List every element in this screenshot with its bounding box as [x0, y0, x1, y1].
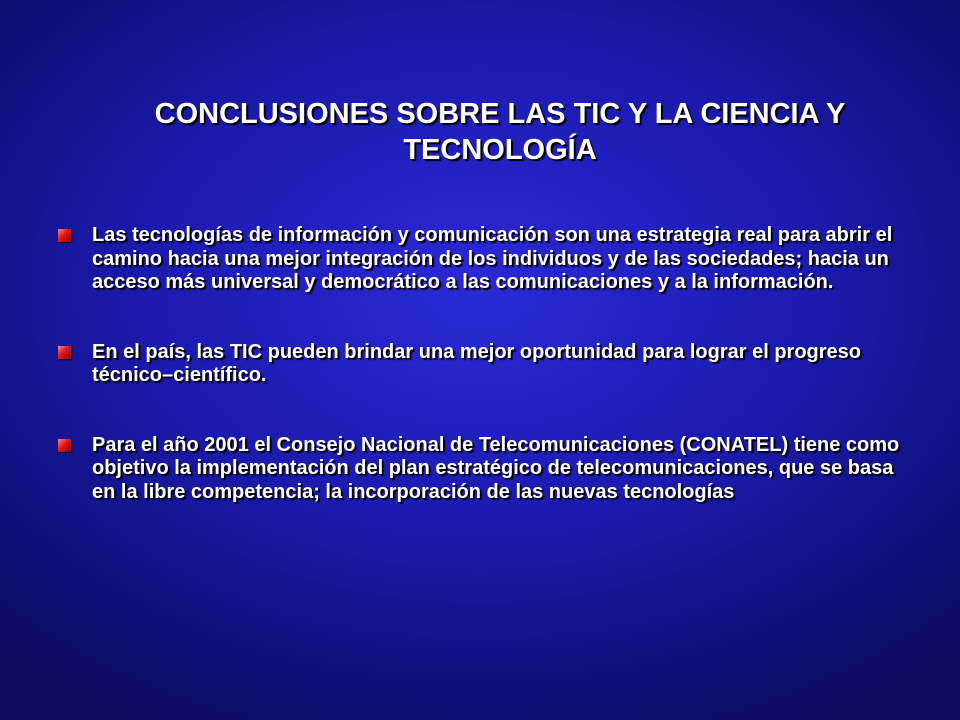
bullet-item [58, 434, 918, 505]
square-bullet-icon [58, 439, 71, 452]
slide-title: CONCLUSIONES SOBRE LAS TIC Y LA CIENCIA Y TECNOLOGÍA [154, 98, 846, 166]
bullet-list [58, 224, 918, 550]
bullet-text: Para el año 2001 el Consejo Nacional de Telecomunicaciones (CONATEL) tiene como objetivo la implementación del plan estratégico de telecomunicaciones, que se basa en la libre competencia; la incorporación de las nuevas tecnologías [92, 433, 900, 503]
bullet-item [58, 224, 918, 295]
bullet-text: En el país, las TIC pueden brindar una mejor oportunidad para lograr el progreso técnico–científico. [92, 340, 862, 386]
bullet-item [58, 341, 918, 388]
square-bullet-icon [58, 229, 71, 242]
bullet-text: Las tecnologías de información y comunicación son una estrategia real para abrir el camino hacia una mejor integración de los individuos y de las sociedades; hacia un acceso más universal y democrático a las comunicaciones y a la información. [92, 224, 893, 293]
square-bullet-icon [58, 346, 71, 359]
